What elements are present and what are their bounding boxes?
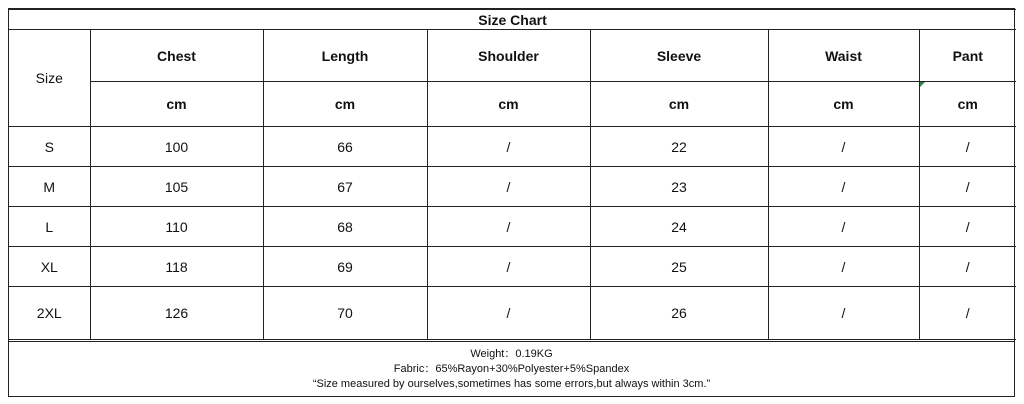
waist-cell: / (768, 287, 919, 340)
fabric-text: Fabric：65%Rayon+30%Polyester+5%Spandex (393, 362, 630, 375)
length-cell: 66 (263, 127, 427, 167)
waist-cell: / (768, 127, 919, 167)
size-cell: S (9, 127, 90, 167)
sleeve-cell: 25 (590, 247, 768, 287)
shoulder-cell: / (427, 207, 590, 247)
chest-cell: 110 (90, 207, 263, 247)
shoulder-cell: / (427, 167, 590, 207)
waist-cell: / (768, 247, 919, 287)
length-cell: 70 (263, 287, 427, 340)
chart-title: Size Chart (9, 10, 1016, 30)
sleeve-cell: 23 (590, 167, 768, 207)
shoulder-cell: / (427, 247, 590, 287)
column-header-pant: Pant (919, 30, 1016, 82)
length-cell: 67 (263, 167, 427, 207)
size-chart-table (9, 9, 1016, 340)
pant-cell: / (919, 247, 1016, 287)
waist-cell: / (768, 207, 919, 247)
column-header-waist: Waist (768, 30, 919, 82)
shoulder-cell: / (427, 287, 590, 340)
measurement-note: “Size measured by ourselves,sometimes has some errors,but always within 3cm.” (312, 377, 711, 390)
unit-chest: cm (90, 82, 263, 127)
pant-cell: / (919, 127, 1016, 167)
pant-cell: / (919, 287, 1016, 340)
column-header-length: Length (263, 30, 427, 82)
waist-cell: / (768, 167, 919, 207)
size-chart (8, 8, 1015, 397)
chest-cell: 126 (90, 287, 263, 340)
sleeve-cell: 22 (590, 127, 768, 167)
length-cell: 68 (263, 207, 427, 247)
weight-text: Weight：0.19KG (470, 347, 553, 360)
size-cell: M (9, 167, 90, 207)
pant-cell: / (919, 207, 1016, 247)
table-row (9, 287, 1016, 340)
chest-cell: 100 (90, 127, 263, 167)
column-header-shoulder: Shoulder (427, 30, 590, 82)
column-header-chest: Chest (90, 30, 263, 82)
chest-cell: 118 (90, 247, 263, 287)
unit-sleeve: cm (590, 82, 768, 127)
unit-waist: cm (768, 82, 919, 127)
table-row (9, 247, 1016, 287)
shoulder-cell: / (427, 127, 590, 167)
table-row (9, 207, 1016, 247)
unit-pant-label: cm (957, 96, 978, 112)
table-row (9, 167, 1016, 207)
unit-shoulder: cm (427, 82, 590, 127)
unit-length: cm (263, 82, 427, 127)
sleeve-cell: 26 (590, 287, 768, 340)
table-row (9, 127, 1016, 167)
chart-footer (9, 341, 1014, 396)
pant-cell: / (919, 167, 1016, 207)
size-column-header: Size (9, 30, 90, 127)
size-cell: 2XL (9, 287, 90, 340)
cell-comment-marker (920, 82, 925, 87)
sleeve-cell: 24 (590, 207, 768, 247)
chest-cell: 105 (90, 167, 263, 207)
unit-pant (919, 82, 1016, 127)
size-cell: XL (9, 247, 90, 287)
column-header-sleeve: Sleeve (590, 30, 768, 82)
length-cell: 69 (263, 247, 427, 287)
size-cell: L (9, 207, 90, 247)
